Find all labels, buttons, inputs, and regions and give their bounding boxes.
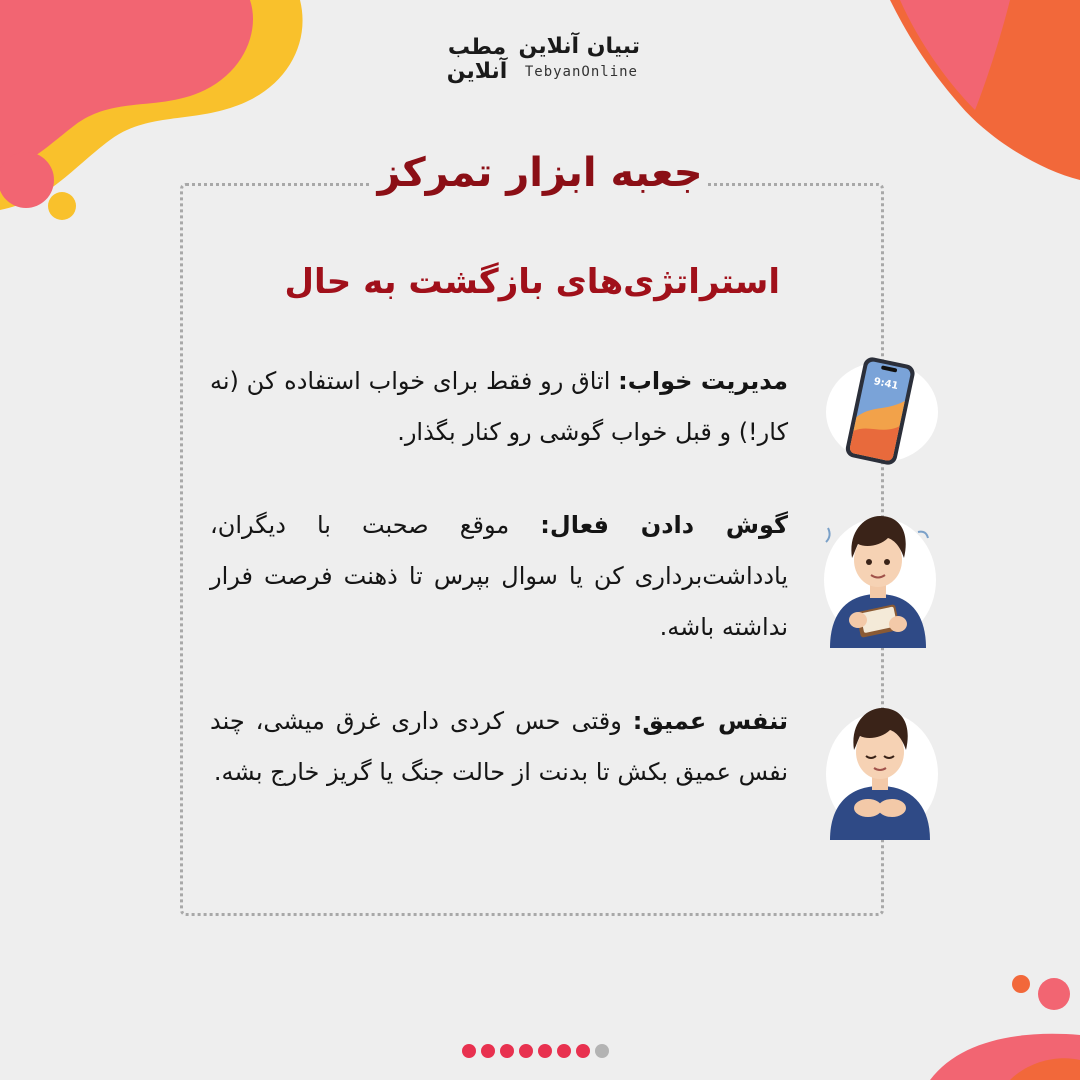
section-subtitle: استراتژی‌های بازگشت به حال (284, 262, 780, 302)
tebyan-online-latin-text: TebyanOnline (524, 64, 638, 80)
page-title: جعبه ابزار تمرکز (377, 150, 703, 196)
boy-deep-breathing-icon (820, 700, 940, 840)
pagination-dot-active[interactable] (557, 1044, 571, 1058)
pagination-dot-active[interactable] (500, 1044, 514, 1058)
pagination-dot-active[interactable] (538, 1044, 552, 1058)
pagination-dots (462, 1044, 609, 1058)
bottom-right-orange-circle (1012, 975, 1030, 993)
tebyan-online-logo-text: تبیان آنلاین (518, 34, 640, 59)
matab-online-logo-text: مطب آنلاین (446, 35, 508, 84)
tip-heading: تنفس عمیق: (632, 707, 788, 735)
tip-deep-breathing (210, 696, 788, 798)
bottom-right-pink-circle (1038, 978, 1070, 1010)
phone-screen-time: 9:41 (872, 376, 900, 393)
pagination-dot-active[interactable] (519, 1044, 533, 1058)
boy-taking-notes-icon (818, 502, 938, 648)
tip-sleep-management (210, 356, 788, 458)
pagination-dot-inactive[interactable] (595, 1044, 609, 1058)
brand-logo (440, 34, 640, 86)
tip-body: موقع صحبت با دیگران، یادداشت‌برداری کن یا سوال بپرس تا ذهنت فرصت فرار نداشته باشه. (210, 511, 788, 641)
tip-active-listening (210, 500, 788, 653)
tip-body: وقتی حس کردی داری غرق میشی، چند نفس عمیق بکش تا بدنت از حالت جنگ یا گریز خارج بشه. (210, 707, 788, 786)
tip-body: اتاق رو فقط برای خواب استفاده کن (نه کار!) و قبل خواب گوشی رو کنار بگذار. (210, 367, 788, 446)
smartphone-icon (820, 352, 938, 470)
pagination-dot-active[interactable] (576, 1044, 590, 1058)
pagination-dot-active[interactable] (481, 1044, 495, 1058)
pagination-dot-active[interactable] (462, 1044, 476, 1058)
top-left-yellow-circle (48, 192, 76, 220)
tip-heading: مدیریت خواب: (618, 367, 788, 395)
tip-heading: گوش دادن فعال: (540, 511, 788, 539)
